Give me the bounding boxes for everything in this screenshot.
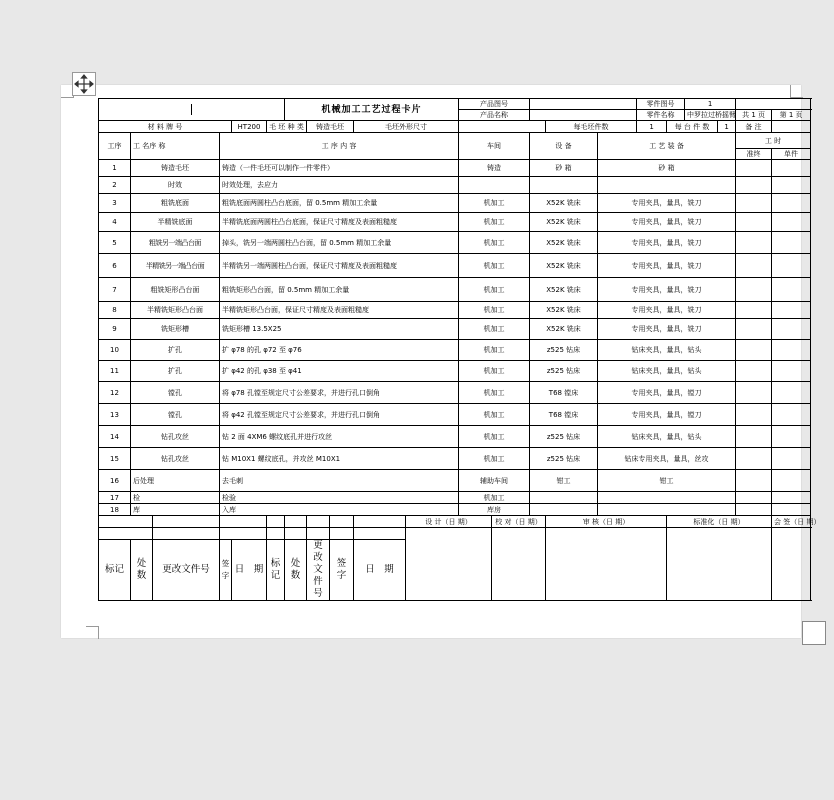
footer-blank[interactable]: [99, 516, 153, 528]
row-prep[interactable]: [736, 177, 772, 194]
row-tooling: [598, 492, 736, 504]
row-no: 15: [99, 448, 131, 470]
date2-label: 日 期: [354, 540, 406, 601]
part-no-extra[interactable]: [736, 99, 811, 110]
col-prep: 准终: [736, 149, 772, 160]
row-workshop: 机加工: [459, 302, 530, 319]
row-workshop: 机加工: [459, 426, 530, 448]
row-tooling: [598, 504, 736, 516]
row-name: 钻孔攻丝: [131, 426, 220, 448]
row-prep[interactable]: [736, 361, 772, 382]
table-resize-handle[interactable]: [802, 621, 826, 645]
row-equipment: z525 钻床: [530, 340, 598, 361]
row-unit[interactable]: [772, 213, 811, 232]
col-seq: 工序: [99, 133, 131, 160]
total-value: 1: [751, 111, 756, 119]
row-equipment: X52K 铣床: [530, 254, 598, 278]
countersign-value[interactable]: [772, 528, 811, 601]
row-equipment: X52K 铣床: [530, 278, 598, 302]
row-name: 粗铣另一端凸台面: [131, 232, 220, 254]
row-prep[interactable]: [736, 426, 772, 448]
footer-blank[interactable]: [330, 528, 354, 540]
table-row: [99, 426, 811, 448]
row-prep[interactable]: [736, 448, 772, 470]
row-prep[interactable]: [736, 213, 772, 232]
row-tooling: 专用夹具，量具，铣刀: [598, 278, 736, 302]
row-name: 镗孔: [131, 404, 220, 426]
row-content: 半精铣矩形凸台面，保证尺寸精度及表面粗糙度: [220, 302, 459, 319]
table-row: [99, 504, 811, 516]
footer-blank[interactable]: [267, 516, 285, 528]
row-content: 扩 φ42 的孔 φ38 至 φ41: [220, 361, 459, 382]
part-name-value: 中罗拉过桥摇臂: [685, 110, 736, 121]
row-unit[interactable]: [772, 504, 811, 516]
sign-label: 签字: [220, 540, 232, 601]
row-name: 钻孔攻丝: [131, 448, 220, 470]
row-no: 8: [99, 302, 131, 319]
col-content: 工 序 内 容: [220, 133, 459, 160]
table-row: [99, 278, 811, 302]
table-row: [99, 177, 811, 194]
table-row: [99, 361, 811, 382]
row-equipment: X52K 铣床: [530, 213, 598, 232]
blank-type-value: 铸造毛坯: [307, 121, 354, 133]
table-row: [99, 302, 811, 319]
row-content: 将 φ42 孔镗至规定尺寸公差要求，并进行孔口倒角: [220, 404, 459, 426]
row-name: 半精铣另一端凸台面: [131, 254, 220, 278]
row-unit[interactable]: [772, 319, 811, 340]
page-unit-2: 页: [795, 111, 803, 119]
crop-mark-bottom-left: [86, 626, 99, 639]
blank-type-label: 毛 坯 种 类: [267, 121, 307, 133]
count-label: 处数: [131, 540, 153, 601]
row-no: 1: [99, 160, 131, 177]
footer-blank[interactable]: [220, 528, 267, 540]
total-pages: [736, 110, 772, 121]
row-name: 铣矩形槽: [131, 319, 220, 340]
row-content: 铸造（一件毛坯可以制作一件零件）: [220, 160, 459, 177]
part-no-label: 零件图号: [637, 99, 685, 110]
row-prep[interactable]: [736, 278, 772, 302]
product-model-label: 产品图号: [459, 99, 530, 110]
table-row: [99, 232, 811, 254]
col-workshop: 车间: [459, 133, 530, 160]
row-equipment: z525 钻床: [530, 426, 598, 448]
row-tooling: 钻床专用夹具，量具，丝攻: [598, 448, 736, 470]
row-content: 扩 φ78 的孔 φ72 至 φ76: [220, 340, 459, 361]
row-tooling: 砂 箱: [598, 160, 736, 177]
row-name: 粗铣矩形凸台面: [131, 278, 220, 302]
row-name: 铸造毛坯: [131, 160, 220, 177]
row-prep[interactable]: [736, 340, 772, 361]
row-unit[interactable]: [772, 470, 811, 492]
row-prep[interactable]: [736, 470, 772, 492]
row-workshop: 机加工: [459, 404, 530, 426]
row-tooling: 钻床夹具，量具，钻头: [598, 340, 736, 361]
row-workshop: 机加工: [459, 492, 530, 504]
row-equipment: [530, 177, 598, 194]
row-workshop: 辅助车间: [459, 470, 530, 492]
row-unit[interactable]: [772, 254, 811, 278]
review-value[interactable]: [546, 528, 667, 601]
row-content: 半精铣另一端两圆柱凸台面，保证尺寸精度及表面粗糙度: [220, 254, 459, 278]
table-row: [99, 404, 811, 426]
row-equipment: z525 钻床: [530, 448, 598, 470]
row-unit[interactable]: [772, 361, 811, 382]
row-no: 10: [99, 340, 131, 361]
row-prep[interactable]: [736, 254, 772, 278]
row-workshop: [459, 177, 530, 194]
row-name: 粗铣底面: [131, 194, 220, 213]
row-content: 粗铣底面两圆柱凸台底面，留 0.5mm 精加工余量: [220, 194, 459, 213]
table-row: [99, 448, 811, 470]
row-equipment: X52K 铣床: [530, 319, 598, 340]
page-unit-1: 页: [758, 111, 766, 119]
date-label: 日 期: [232, 540, 267, 601]
row-unit[interactable]: [772, 340, 811, 361]
table-row: [99, 160, 811, 177]
per-unit-value: 1: [718, 121, 736, 133]
footer-blank[interactable]: [307, 528, 330, 540]
remark-label: 备 注: [736, 121, 772, 133]
row-workshop: 机加工: [459, 254, 530, 278]
row-equipment: 钳工: [530, 470, 598, 492]
row-no: 17: [99, 492, 131, 504]
row-content: 去毛刺: [220, 470, 459, 492]
row-no: 14: [99, 426, 131, 448]
row-content: 将 φ78 孔镗至规定尺寸公差要求，并进行孔口倒角: [220, 382, 459, 404]
remark-value[interactable]: [772, 121, 811, 133]
change-doc2-label: 更改文件号: [307, 540, 330, 601]
row-prep[interactable]: [736, 194, 772, 213]
row-unit[interactable]: [772, 160, 811, 177]
row-tooling: 专用夹具，量具，铣刀: [598, 254, 736, 278]
sign2-label: 签 字: [330, 540, 354, 601]
row-tooling: 专用夹具，量具，铣刀: [598, 302, 736, 319]
footer-blank[interactable]: [220, 516, 267, 528]
row-unit[interactable]: [772, 382, 811, 404]
footer-blank[interactable]: [153, 528, 220, 540]
standard-value[interactable]: [667, 528, 772, 601]
row-tooling: 专用夹具，量具，铣刀: [598, 232, 736, 254]
part-name-label: 零件名称: [637, 110, 685, 121]
blank-size-label: 毛坯外形尺寸: [354, 121, 459, 133]
row-tooling: [598, 177, 736, 194]
footer-blank[interactable]: [99, 528, 153, 540]
row-no: 5: [99, 232, 131, 254]
table-row: [99, 382, 811, 404]
row-prep[interactable]: [736, 382, 772, 404]
product-name-value[interactable]: [530, 110, 637, 121]
row-no: 13: [99, 404, 131, 426]
row-content: 半精铣底面两圆柱凸台底面，保证尺寸精度及表面粗糙度: [220, 213, 459, 232]
row-tooling: 钻床夹具，量具，钻头: [598, 426, 736, 448]
footer-blank[interactable]: [285, 516, 307, 528]
row-name: 扩孔: [131, 340, 220, 361]
footer-blank[interactable]: [354, 516, 406, 528]
count2-label: 处数: [285, 540, 307, 601]
page-number: [772, 110, 811, 121]
row-prep[interactable]: [736, 232, 772, 254]
per-unit-label: 每 台 件 数: [667, 121, 718, 133]
text-cursor: [191, 104, 192, 115]
crop-mark-top-right: [790, 85, 803, 98]
row-equipment: [530, 504, 598, 516]
row-content: 钻 2 面 4XM6 螺纹底孔并进行攻丝: [220, 426, 459, 448]
material-value: HT200: [232, 121, 267, 133]
row-tooling: 钳工: [598, 470, 736, 492]
row-workshop: 机加工: [459, 194, 530, 213]
row-no: 6: [99, 254, 131, 278]
row-name: 镗孔: [131, 382, 220, 404]
row-tooling: 钻床夹具，量具，钻头: [598, 361, 736, 382]
check-value[interactable]: [492, 528, 546, 601]
row-content: 检验: [220, 492, 459, 504]
product-model-value[interactable]: [530, 99, 637, 110]
row-name: 半精铣矩形凸台面: [131, 302, 220, 319]
standard-label: 标准化（日 期）: [667, 516, 772, 528]
table-row: [99, 213, 811, 232]
title-blank-cell[interactable]: [99, 99, 285, 121]
table-row: [99, 319, 811, 340]
page-value: 1: [788, 111, 794, 119]
row-prep[interactable]: [736, 319, 772, 340]
row-no: 9: [99, 319, 131, 340]
per-blank-label: 每毛坯件数: [546, 121, 637, 133]
row-workshop: 机加工: [459, 340, 530, 361]
countersign-label: 会 签（日 期）: [772, 516, 811, 528]
footer-blank[interactable]: [354, 528, 406, 540]
row-no: 12: [99, 382, 131, 404]
row-unit[interactable]: [772, 426, 811, 448]
row-equipment: X52K 铣床: [530, 302, 598, 319]
per-blank-value: 1: [637, 121, 667, 133]
product-name-label: 产品名称: [459, 110, 530, 121]
row-name: 后处理: [131, 470, 220, 492]
row-prep[interactable]: [736, 504, 772, 516]
page-label: 第: [779, 111, 787, 119]
row-name: 时效: [131, 177, 220, 194]
row-equipment: X52K 铣床: [530, 194, 598, 213]
row-workshop: 机加工: [459, 213, 530, 232]
row-content: 钻 M10X1 螺纹底孔，并攻丝 M10X1: [220, 448, 459, 470]
row-content: 铣矩形槽 13.5X25: [220, 319, 459, 340]
design-value[interactable]: [406, 528, 492, 601]
row-no: 2: [99, 177, 131, 194]
row-unit[interactable]: [772, 278, 811, 302]
move-arrows-icon: [75, 75, 93, 93]
material-label: 材 料 牌 号: [99, 121, 232, 133]
row-unit[interactable]: [772, 492, 811, 504]
row-unit[interactable]: [772, 232, 811, 254]
row-name: 库: [131, 504, 220, 516]
check-label: 校 对（日 期）: [492, 516, 546, 528]
row-prep[interactable]: [736, 160, 772, 177]
row-workshop: 机加工: [459, 319, 530, 340]
row-workshop: 机加工: [459, 361, 530, 382]
row-unit[interactable]: [772, 448, 811, 470]
review-label: 审 核（日 期）: [546, 516, 667, 528]
row-workshop: 库房: [459, 504, 530, 516]
table-move-handle[interactable]: [72, 72, 96, 96]
col-hours: 工 时: [736, 133, 811, 149]
design-label: 设 计（日 期）: [406, 516, 492, 528]
row-equipment: z525 钻床: [530, 361, 598, 382]
col-equipment: 设 备: [530, 133, 598, 160]
table-row: [99, 340, 811, 361]
row-workshop: 铸造: [459, 160, 530, 177]
row-equipment: [530, 492, 598, 504]
col-unit: 单件: [772, 149, 811, 160]
row-unit[interactable]: [772, 302, 811, 319]
row-workshop: 机加工: [459, 232, 530, 254]
row-name: 扩孔: [131, 361, 220, 382]
row-no: 3: [99, 194, 131, 213]
row-content: 入库: [220, 504, 459, 516]
row-unit[interactable]: [772, 177, 811, 194]
row-no: 11: [99, 361, 131, 382]
row-tooling: 专用夹具，量具，镗刀: [598, 404, 736, 426]
row-content: 掉头，铣另一端两圆柱凸台面，留 0.5mm 精加工余量: [220, 232, 459, 254]
row-no: 7: [99, 278, 131, 302]
row-prep[interactable]: [736, 404, 772, 426]
row-no: 4: [99, 213, 131, 232]
row-tooling: 专用夹具，量具，铣刀: [598, 319, 736, 340]
row-equipment: 砂 箱: [530, 160, 598, 177]
footer-blank[interactable]: [330, 516, 354, 528]
footer-blank[interactable]: [153, 516, 220, 528]
card-title: 机械加工工艺过程卡片: [285, 99, 459, 121]
mark-label: 标记: [99, 540, 131, 601]
footer-blank[interactable]: [267, 528, 285, 540]
row-unit[interactable]: [772, 194, 811, 213]
row-workshop: 机加工: [459, 278, 530, 302]
row-workshop: 机加工: [459, 382, 530, 404]
row-equipment: X52K 铣床: [530, 232, 598, 254]
table-row: [99, 470, 811, 492]
process-card-table: [98, 98, 821, 601]
row-equipment: T68 镗床: [530, 404, 598, 426]
row-name: 检: [131, 492, 220, 504]
row-no: 16: [99, 470, 131, 492]
row-prep[interactable]: [736, 492, 772, 504]
col-tooling: 工 艺 装 备: [598, 133, 736, 160]
row-workshop: 机加工: [459, 448, 530, 470]
row-tooling: 专用夹具，量具，铣刀: [598, 213, 736, 232]
row-prep[interactable]: [736, 302, 772, 319]
row-content: 时效处理，去应力: [220, 177, 459, 194]
part-no-value: 1: [685, 99, 736, 110]
table-row: [99, 194, 811, 213]
footer-blank[interactable]: [307, 516, 330, 528]
table-row: [99, 254, 811, 278]
change-doc-label: 更改文件号: [153, 540, 220, 601]
table-row: [99, 492, 811, 504]
row-content: 粗铣矩形凸台面，留 0.5mm 精加工余量: [220, 278, 459, 302]
footer-blank[interactable]: [285, 528, 307, 540]
row-tooling: 专用夹具，量具，镗刀: [598, 382, 736, 404]
row-name: 半精铣底面: [131, 213, 220, 232]
row-no: 18: [99, 504, 131, 516]
blank-size-value[interactable]: [459, 121, 546, 133]
row-equipment: T68 镗床: [530, 382, 598, 404]
mark2-label: 标记: [267, 540, 285, 601]
col-name: 工 名序 称: [131, 133, 220, 160]
row-unit[interactable]: [772, 404, 811, 426]
row-tooling: 专用夹具，量具，铣刀: [598, 194, 736, 213]
total-label: 共: [742, 111, 750, 119]
